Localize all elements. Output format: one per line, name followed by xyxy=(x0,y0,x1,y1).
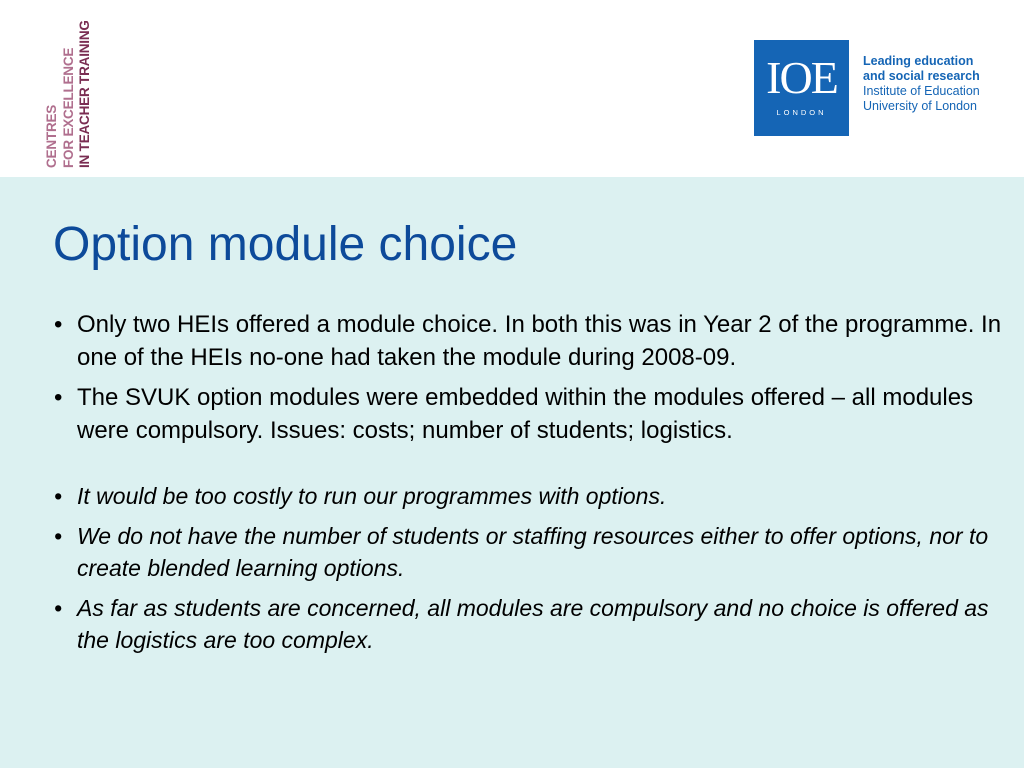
ioe-institution-2: University of London xyxy=(863,99,977,113)
bullet-item: • Only two HEIs offered a module choice. In both this was in Year 2 of the programme. In one of the HEIs no-one had taken the module during 2008-09. xyxy=(52,309,1002,374)
ioe-logo xyxy=(754,40,849,136)
cetl-logo-line-3: IN TEACHER TRAINING xyxy=(77,20,92,168)
cetl-logo-line-2: FOR EXCELLENCE xyxy=(60,47,76,168)
cetl-logo xyxy=(44,12,96,168)
slide-title: Option module choice xyxy=(53,218,518,271)
slide-header xyxy=(0,0,1024,177)
ioe-logo-text xyxy=(863,54,980,114)
ioe-tagline-2: and social research xyxy=(863,69,980,83)
bullet-list xyxy=(52,309,1002,656)
ioe-logo-mark: IOE xyxy=(766,52,837,103)
ioe-institution-1: Institute of Education xyxy=(863,84,980,98)
bullet-item: • The SVUK option modules were embedded within the modules offered – all modules were compulsory. Issues: costs; number of students; logistics. xyxy=(52,382,1002,447)
bullet-item-italic: • It would be too costly to run our programmes with options. xyxy=(52,480,1002,512)
bullet-item-italic: • As far as students are concerned, all modules are compulsory and no choice is offered as the logistics are too complex. xyxy=(52,592,1002,656)
ioe-logo-city: LONDON xyxy=(776,108,827,117)
cetl-logo-line-1: CENTRES xyxy=(44,104,59,168)
ioe-tagline-1: Leading education xyxy=(863,54,974,68)
bullet-item-italic: • We do not have the number of students or staffing resources either to offer options, nor to create blended learning options. xyxy=(52,520,1002,584)
slide-content xyxy=(0,177,1024,768)
